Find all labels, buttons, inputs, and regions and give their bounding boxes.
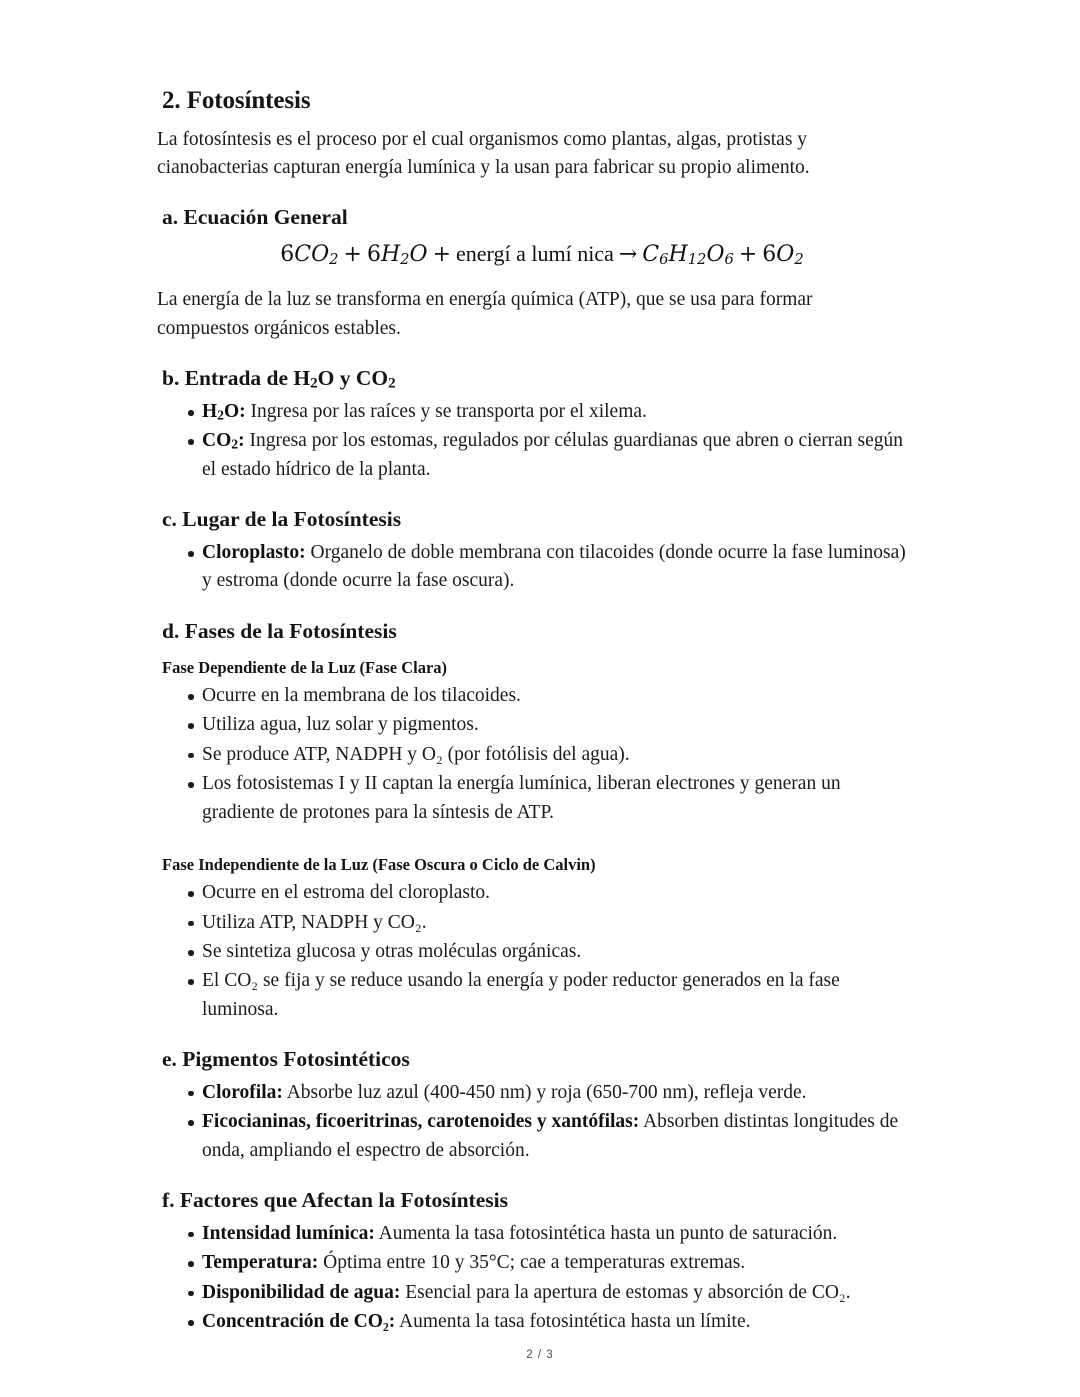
- eq-o: O: [409, 242, 428, 268]
- list-item: Ocurre en la membrana de los tilacoides.: [157, 682, 917, 710]
- list-item: [157, 427, 917, 484]
- label-pre: H: [202, 401, 218, 423]
- list-item-label: Disponibilidad de agua:: [202, 1281, 401, 1303]
- section-heading-d: d. Fases de la Fotosíntesis: [162, 618, 397, 643]
- list-item: [157, 1079, 917, 1107]
- eq-glucose-h-sub: 12: [687, 251, 707, 269]
- list-item: El CO₂ se fija y se reduce usando la energía y poder reductor generados en la fase luminosa.: [157, 967, 917, 1024]
- label-post: O:: [224, 401, 246, 423]
- eq-co: CO: [294, 242, 330, 268]
- list-item: [157, 1249, 917, 1277]
- list-item: Se sintetiza glucosa y otras moléculas orgánicas.: [157, 938, 917, 966]
- list-item: Ocurre en el estroma del cloroplasto.: [157, 879, 917, 907]
- list-item-label: Ficocianinas, ficoeritrinas, carotenoides y xantófilas:: [202, 1111, 640, 1133]
- eq-plus-1: +: [343, 242, 362, 268]
- eq-coeff-o2: 6: [762, 242, 777, 268]
- eq-glucose-h: H: [668, 242, 688, 268]
- section-heading-b-sub1: 2: [310, 375, 318, 392]
- eq-arrow: →: [618, 242, 638, 268]
- section-heading-b-pre: b. Entrada de H: [162, 366, 311, 391]
- list-item-label: Cloroplasto:: [202, 542, 306, 564]
- eq-coeff-co2: 6: [280, 242, 295, 268]
- list-item-label: Intensidad lumínica:: [202, 1222, 375, 1244]
- list-item-text: Óptima entre 10 y 35°C; cae a temperaturas extremas.: [318, 1252, 746, 1274]
- list-item-label: Clorofila:: [202, 1081, 283, 1103]
- list-item: [157, 1308, 917, 1336]
- list-item: [157, 1279, 917, 1307]
- list-item: [157, 539, 917, 596]
- eq-plus-3: +: [738, 242, 758, 268]
- label-sub: 2: [231, 436, 239, 452]
- eq-glucose-c: C: [642, 242, 660, 268]
- label-sub: 2: [217, 407, 224, 423]
- spacer: [157, 828, 917, 842]
- factores-list: [157, 1220, 917, 1336]
- list-item: [157, 1220, 917, 1248]
- equation-explanation: La energía de la luz se transforma en energía química (ATP), que se usa para formar compuestos orgánicos estables.: [157, 289, 813, 339]
- list-item: [157, 398, 917, 426]
- dark-phase-heading: Fase Independiente de la Luz (Fase Oscura o Ciclo de Calvin): [162, 854, 596, 874]
- list-item-text: Absorben distintas longitudes de onda, ampliando el espectro de absorción.: [202, 1111, 899, 1161]
- list-item-text: Organelo de doble membrana con tilacoides (donde ocurre la fase luminosa) y estroma (donde ocurre la fase oscura).: [202, 542, 906, 592]
- list-item-text: Esencial para la apertura de estomas y absorción de CO₂.: [400, 1281, 851, 1303]
- section-heading-c: c. Lugar de la Fotosíntesis: [162, 507, 402, 532]
- list-item: Se produce ATP, NADPH y O₂ (por fotólisis del agua).: [157, 741, 917, 769]
- pigmentos-list: [157, 1079, 917, 1165]
- light-phase-list: [157, 682, 917, 827]
- list-item: Los fotosistemas I y II captan la energía lumínica, liberan electrones y generan un gradiente de protones para la síntesis de ATP.: [157, 770, 917, 827]
- label-pre: CO: [202, 430, 232, 452]
- eq-light-energy-text: energí a lumí nica: [456, 241, 614, 267]
- eq-h2-sub: 2: [400, 251, 410, 269]
- section-heading-b-mid: O y CO: [317, 366, 389, 391]
- general-equation: [280, 241, 803, 268]
- label-post: :: [238, 430, 245, 452]
- list-item: Utiliza ATP, NADPH y CO₂.: [157, 909, 917, 937]
- page-footer: [0, 1349, 1080, 1361]
- section-heading-e: e. Pigmentos Fotosintéticos: [162, 1047, 410, 1072]
- eq-plus-2: +: [432, 242, 452, 268]
- lugar-list: [157, 539, 917, 596]
- list-item-text: Aumenta la tasa fotosintética hasta un límite.: [395, 1311, 751, 1332]
- list-item-label: Temperatura:: [202, 1252, 319, 1274]
- general-equation-block: [157, 241, 917, 268]
- list-item-label: [202, 430, 245, 451]
- eq-o2: O: [776, 242, 795, 268]
- section-heading-b: [162, 365, 917, 392]
- eq-h: H: [380, 242, 401, 268]
- list-item-text: Ingresa por las raíces y se transporta por el xilema.: [245, 401, 647, 423]
- eq-o2-sub: 2: [794, 251, 804, 269]
- section-heading-b-sub2: 2: [388, 375, 396, 392]
- list-item-text: Aumenta la tasa fotosintética hasta un punto de saturación.: [374, 1222, 838, 1244]
- dark-phase-list: [157, 879, 917, 1024]
- eq-co2-sub: 2: [329, 251, 339, 269]
- list-item-label: [202, 401, 246, 422]
- eq-glucose-o: O: [706, 242, 725, 268]
- eq-glucose-o-sub: 6: [724, 251, 734, 269]
- eq-glucose-c-sub: 6: [659, 251, 669, 269]
- list-item-text: Absorbe luz azul (400-450 nm) y roja (650-700 nm), refleja verde.: [282, 1081, 807, 1103]
- section-heading-a: a. Ecuación General: [162, 205, 348, 230]
- document-content: [157, 86, 917, 1337]
- list-item-text: Ingresa por los estomas, regulados por células guardianas que abren o cierran según el estado hídrico de la planta.: [202, 430, 904, 480]
- intro-paragraph: La fotosíntesis es el proceso por el cual organismos como plantas, algas, protistas y cianobacterias capturan energía lumínica y la usan para fabricar su propio alimento.: [157, 128, 810, 178]
- entrada-list: [157, 398, 917, 484]
- list-item: Utiliza agua, luz solar y pigmentos.: [157, 711, 917, 739]
- list-item: [157, 1108, 917, 1165]
- light-phase-heading: Fase Dependiente de la Luz (Fase Clara): [162, 657, 448, 677]
- page-indicator: 2 / 3: [526, 1349, 554, 1361]
- eq-coeff-h2o: 6: [366, 242, 381, 268]
- section-heading-f: f. Factores que Afectan la Fotosíntesis: [162, 1188, 508, 1213]
- list-item-label: Concentración de CO₂:: [202, 1311, 396, 1332]
- page-title: 2. Fotosíntesis: [162, 87, 311, 114]
